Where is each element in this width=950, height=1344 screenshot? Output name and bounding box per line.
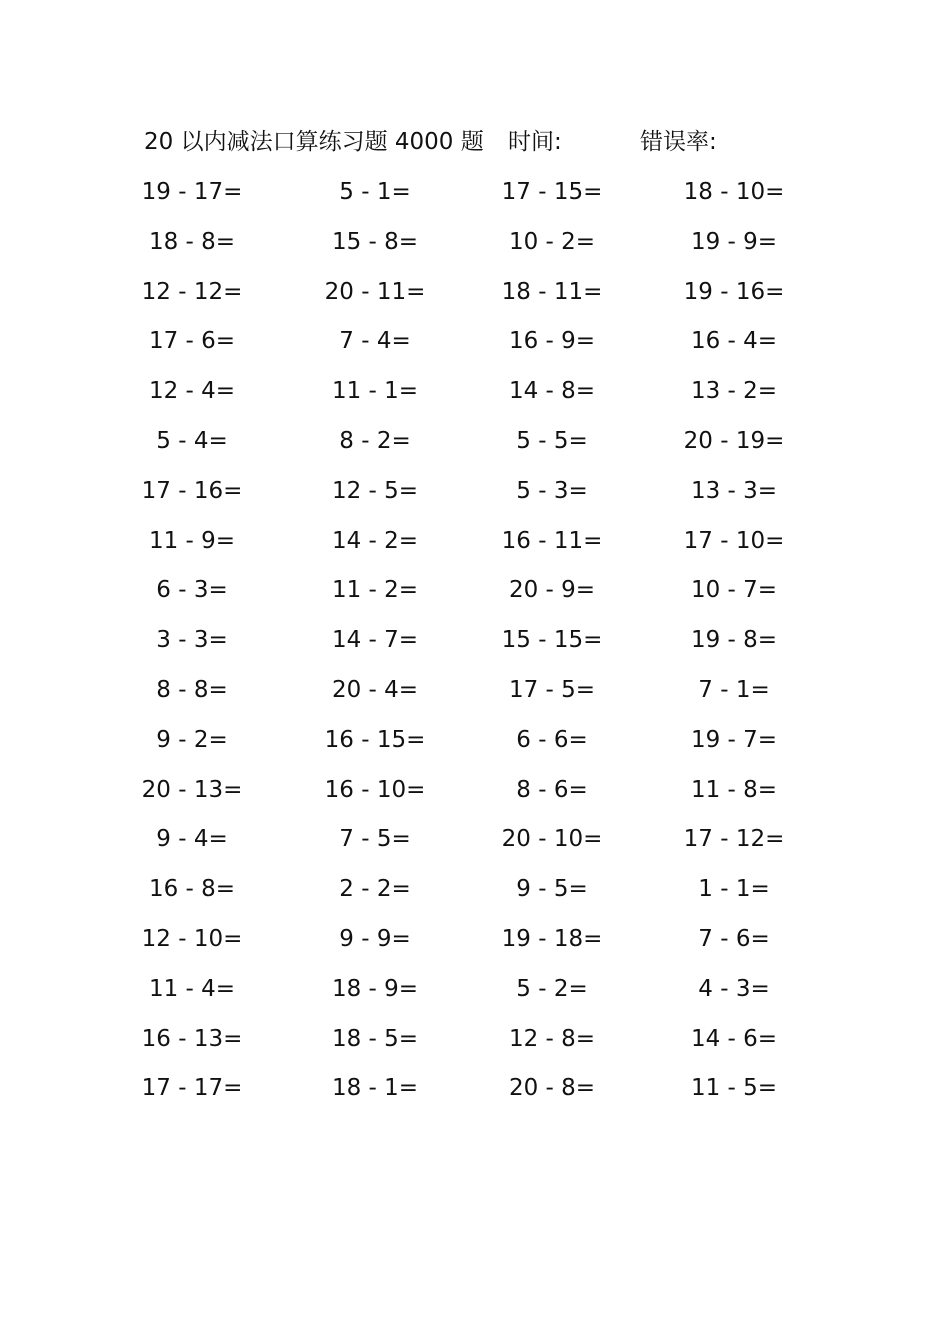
subtraction-problem: 17 - 15=	[501, 179, 603, 205]
subtraction-problem: 18 - 1=	[331, 1075, 419, 1102]
problem-row	[0, 373, 950, 423]
subtraction-problem: 16 - 15=	[324, 726, 426, 753]
subtraction-problem: 14 - 6=	[690, 1025, 778, 1052]
subtraction-problem: 20 - 13=	[141, 776, 243, 803]
problem-row	[0, 174, 950, 224]
problem-row	[0, 921, 950, 971]
subtraction-problem: 8 - 6=	[516, 776, 588, 803]
subtraction-problem: 7 - 5=	[339, 826, 411, 853]
problem-row	[0, 772, 950, 822]
problem-row	[0, 523, 950, 573]
subtraction-problem: 6 - 6=	[516, 726, 588, 753]
subtraction-problem: 8 - 2=	[339, 427, 411, 454]
subtraction-problem: 19 - 17=	[141, 179, 243, 205]
subtraction-problem: 9 - 9=	[339, 925, 411, 952]
subtraction-problem: 16 - 13=	[141, 1025, 243, 1052]
subtraction-problem: 5 - 1=	[339, 179, 411, 205]
subtraction-problem: 17 - 12=	[683, 826, 785, 853]
subtraction-problem: 20 - 9=	[508, 577, 596, 604]
subtraction-problem: 16 - 11=	[501, 527, 603, 554]
subtraction-problem: 16 - 8=	[148, 876, 236, 903]
subtraction-problem: 16 - 9=	[508, 328, 596, 355]
subtraction-problem: 19 - 7=	[690, 726, 778, 753]
subtraction-problem: 14 - 2=	[331, 527, 419, 554]
subtraction-problem: 17 - 16=	[141, 477, 243, 504]
problem-row	[0, 323, 950, 373]
subtraction-problem: 16 - 10=	[324, 776, 426, 803]
subtraction-problem: 14 - 7=	[331, 627, 419, 654]
problem-row	[0, 722, 950, 772]
subtraction-problem: 3 - 3=	[156, 627, 228, 654]
subtraction-problem: 17 - 17=	[141, 1075, 243, 1102]
subtraction-problem: 9 - 4=	[156, 826, 228, 853]
subtraction-problem: 11 - 8=	[690, 776, 778, 803]
subtraction-problem: 19 - 8=	[690, 627, 778, 654]
problem-row	[0, 1021, 950, 1071]
subtraction-problem: 8 - 8=	[156, 676, 228, 703]
subtraction-problem: 7 - 6=	[698, 925, 770, 952]
subtraction-problem: 18 - 8=	[148, 228, 236, 255]
subtraction-problem: 18 - 11=	[501, 278, 603, 305]
subtraction-problem: 11 - 1=	[331, 378, 419, 405]
problem-row	[0, 274, 950, 324]
subtraction-problem: 20 - 10=	[501, 826, 603, 853]
subtraction-problem: 17 - 6=	[148, 328, 236, 355]
subtraction-problem: 9 - 2=	[156, 726, 228, 753]
subtraction-problem: 5 - 2=	[516, 975, 588, 1002]
subtraction-problem: 6 - 3=	[156, 577, 228, 604]
subtraction-problem: 4 - 3=	[698, 975, 770, 1002]
problem-row	[0, 821, 950, 871]
subtraction-problem: 18 - 5=	[331, 1025, 419, 1052]
problem-row	[0, 971, 950, 1021]
time-label: 时间:	[508, 129, 562, 155]
subtraction-problem: 17 - 5=	[508, 676, 596, 703]
subtraction-problem: 5 - 3=	[516, 477, 588, 504]
error-rate-label: 错误率:	[640, 129, 717, 155]
problem-row	[0, 224, 950, 274]
subtraction-problem: 11 - 4=	[148, 975, 236, 1002]
subtraction-problem: 12 - 5=	[331, 477, 419, 504]
subtraction-problem: 19 - 18=	[501, 925, 603, 952]
subtraction-problem: 20 - 8=	[508, 1075, 596, 1102]
subtraction-problem: 5 - 4=	[156, 427, 228, 454]
subtraction-problem: 20 - 11=	[324, 278, 426, 305]
subtraction-problem: 13 - 3=	[690, 477, 778, 504]
problem-row	[0, 423, 950, 473]
problem-row	[0, 622, 950, 672]
subtraction-problem: 20 - 19=	[683, 427, 785, 454]
subtraction-problem: 11 - 9=	[148, 527, 236, 554]
worksheet-title: 20 以内减法口算练习题 4000 题	[144, 129, 484, 155]
subtraction-problem: 13 - 2=	[690, 378, 778, 405]
worksheet-header	[144, 124, 844, 160]
problem-row	[0, 473, 950, 523]
subtraction-problem: 10 - 2=	[508, 228, 596, 255]
subtraction-problem: 10 - 7=	[690, 577, 778, 604]
subtraction-problem: 7 - 1=	[698, 676, 770, 703]
subtraction-problem: 18 - 10=	[683, 179, 785, 205]
subtraction-problem: 17 - 10=	[683, 527, 785, 554]
subtraction-problem: 2 - 2=	[339, 876, 411, 903]
subtraction-problem: 7 - 4=	[339, 328, 411, 355]
subtraction-problem: 19 - 16=	[683, 278, 785, 305]
subtraction-problem: 12 - 4=	[148, 378, 236, 405]
problem-row	[0, 672, 950, 722]
subtraction-problem: 5 - 5=	[516, 427, 588, 454]
subtraction-problem: 15 - 8=	[331, 228, 419, 255]
problem-row	[0, 572, 950, 622]
subtraction-problem: 1 - 1=	[698, 876, 770, 903]
subtraction-problem: 19 - 9=	[690, 228, 778, 255]
subtraction-problem: 12 - 10=	[141, 925, 243, 952]
subtraction-problem: 9 - 5=	[516, 876, 588, 903]
subtraction-problem: 11 - 2=	[331, 577, 419, 604]
subtraction-problem: 16 - 4=	[690, 328, 778, 355]
subtraction-problem: 15 - 15=	[501, 627, 603, 654]
subtraction-problem: 20 - 4=	[331, 676, 419, 703]
problem-row	[0, 871, 950, 921]
subtraction-problem: 12 - 12=	[141, 278, 243, 305]
problem-row	[0, 1070, 950, 1120]
subtraction-problem: 12 - 8=	[508, 1025, 596, 1052]
subtraction-problem: 11 - 5=	[690, 1075, 778, 1102]
problem-grid	[0, 174, 950, 1120]
subtraction-problem: 18 - 9=	[331, 975, 419, 1002]
subtraction-problem: 14 - 8=	[508, 378, 596, 405]
